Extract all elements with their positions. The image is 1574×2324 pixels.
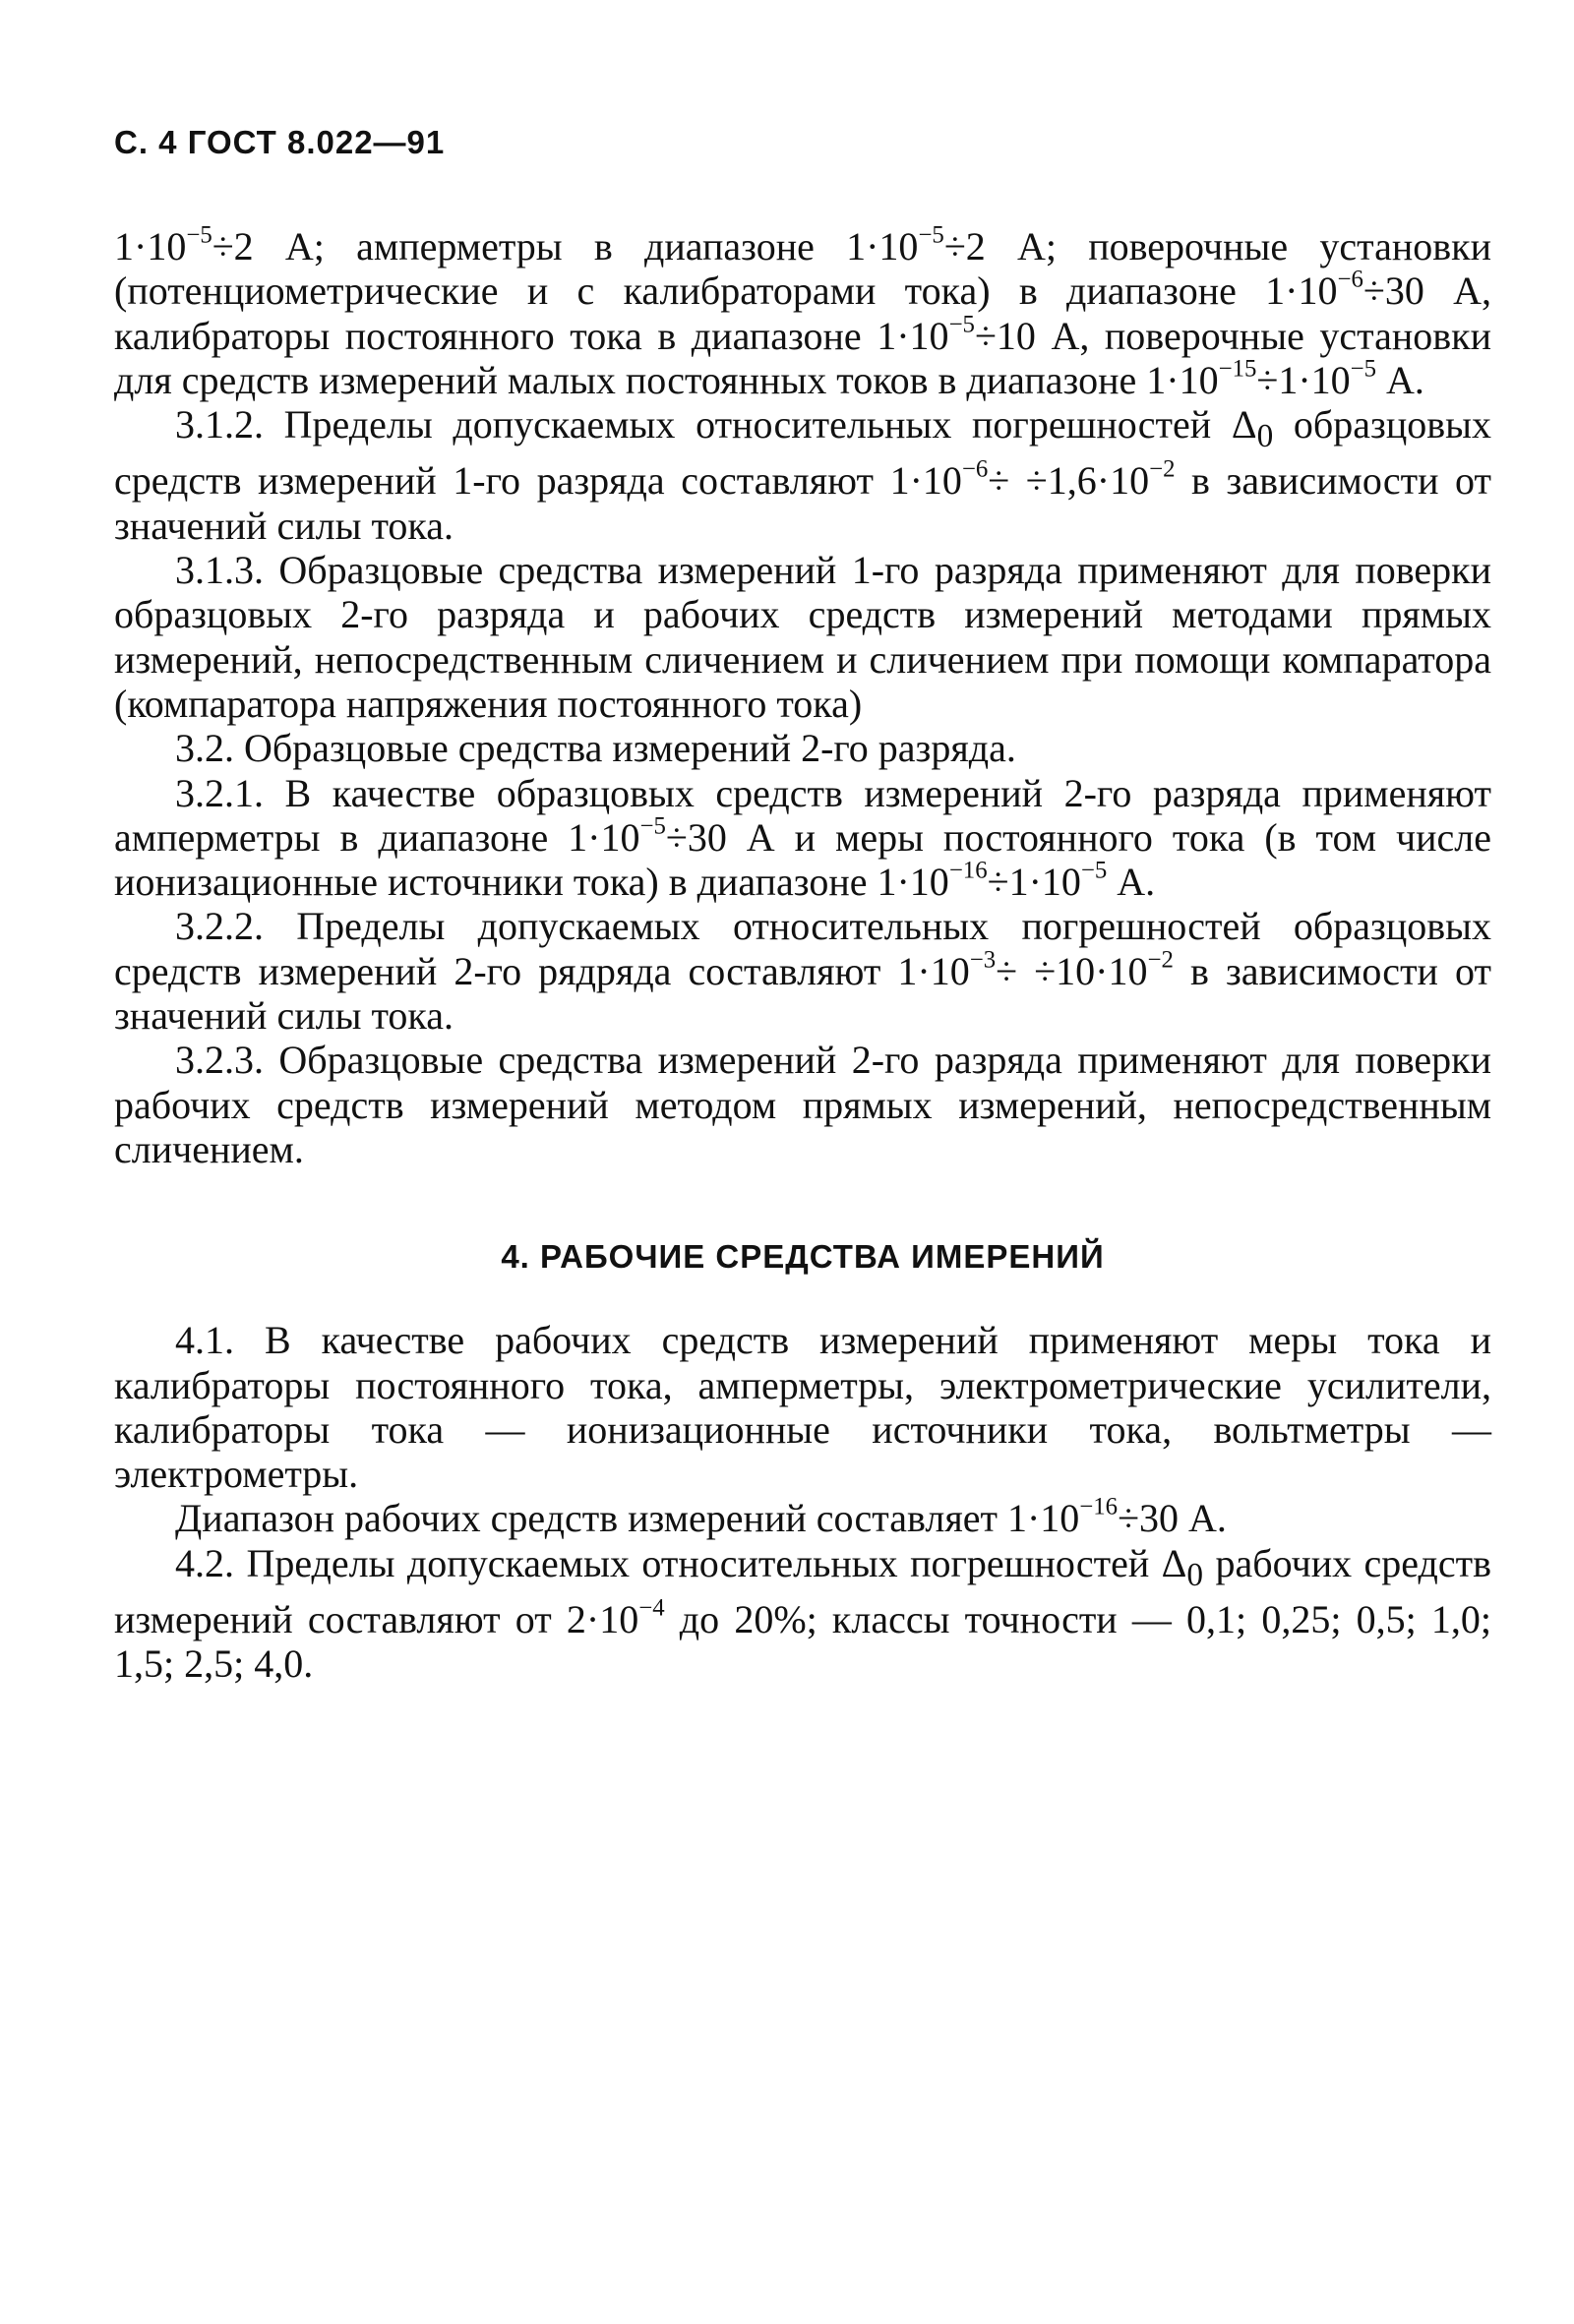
document-body [114, 221, 1492, 1687]
section-3-paragraphs [114, 221, 1492, 1171]
paragraph-p-cont: $1\cdot 10^{-5}\div 2$ А; амперметры в диапазоне $1\cdot 10^{-5}\div 2$ А; поверочные установки (потенциометрические и с калибраторами тока) в диапазоне $1\cdot 10^{-6}\div 30$ А, калибраторы постоянного тока в диапазоне $1\cdot 10^{-5}\div 10$ А, поверочные установки для средств измерений малых постоянных токов в диапазоне $1\cdot 10^{-15}\div 1\cdot 10^{-5}$ А. [114, 221, 1492, 402]
paragraph-p-3-2-2: 3.2.2. Пределы допускаемых относительных погрешностей образцовых средств измерений 2-го рядряда составляют $1\cdot 10^{-3}\div \div 10\cdot 10^{-2}$ в зависимости от значений силы тока. [114, 904, 1492, 1039]
paragraph-p-range: Диапазон рабочих средств измерений составляет $1\cdot 10^{-16}\div 30$ А. [175, 1494, 1227, 1541]
page-header: С. 4 ГОСТ 8.022—91 [114, 124, 446, 160]
section-4-paragraphs [114, 1318, 1491, 1686]
paragraph-p-4-1: 4.1. В качестве рабочих средств измерений применяют меры тока и калибраторы постоянного тока, амперметры, электрометрические усилители, калибраторы тока — ионизационные источники тока, вольтметры — электрометры. [114, 1318, 1491, 1497]
paragraph-p-3-1-3: 3.1.3. Образцовые средства измерений 1-го разряда применяют для поверки образцовых 2-го разряда и рабочих средств измерений методами прямых измерений, непосредственным сличением и сличением при помощи компаратора (компаратора напряжения постоянного тока) [114, 548, 1491, 726]
paragraph-p-3-2: 3.2. Образцовые средства измерений 2-го разряда. [175, 726, 1016, 771]
section-4-title: 4. РАБОЧИЕ СРЕДСТВА ИМЕРЕНИЙ [501, 1238, 1105, 1276]
paragraph-p-3-2-1: 3.2.1. В качестве образцовых средств измерений 2-го разряда применяют амперметры в диапазоне $1\cdot 10^{-5}\div 30$ А и меры постоянного тока (в том числе ионизационные источники тока) в диапазоне $1\cdot 10^{-16}\div 1\cdot 10^{-5}$ А. [114, 770, 1491, 905]
paragraph-p-3-2-3: 3.2.3. Образцовые средства измерений 2-го разряда применяют для поверки рабочих средств измерений методом прямых измерений, непосредственным сличением. [114, 1038, 1491, 1171]
paragraph-p-3-1-2: 3.1.2. Пределы допускаемых относительных погрешностей $\Delta_0$ образцовых средств измерений 1-го разряда составляют $1\cdot 10^{-6}\div \div 1,6\cdot 10^{-2}$ в зависимости от значений силы тока. [114, 402, 1492, 548]
paragraph-p-4-2: 4.2. Пределы допускаемых относительных погрешностей $\Delta_0$ рабочих средств измерений составляют от $2\cdot 10^{-4}$ до 20%; классы точности — 0,1; 0,25; 0,5; 1,0; 1,5; 2,5; 4,0. [114, 1540, 1491, 1687]
